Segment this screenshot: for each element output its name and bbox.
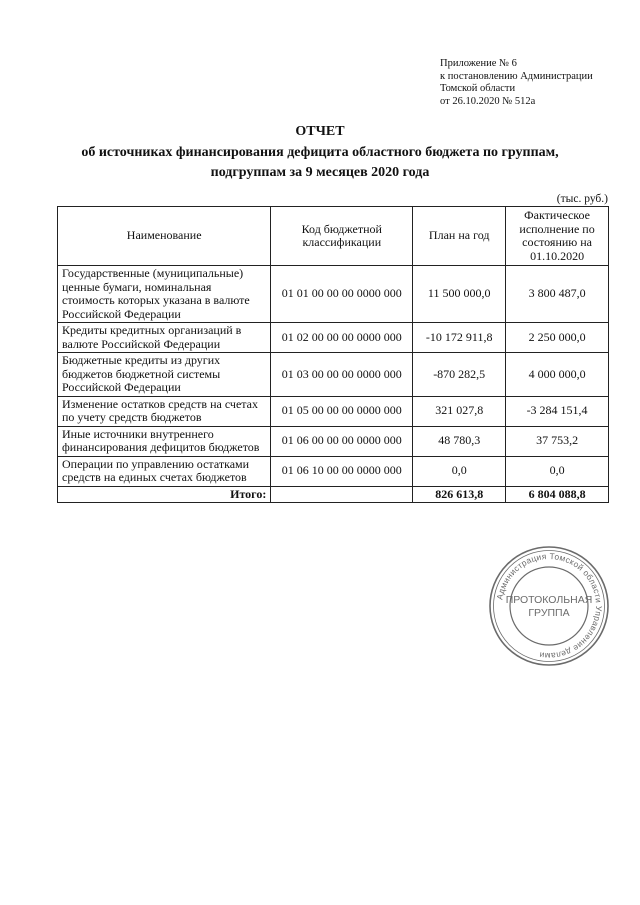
row-code: 01 03 00 00 00 0000 000 (271, 353, 413, 397)
row-actual: -3 284 151,4 (506, 396, 609, 426)
row-actual: 3 800 487,0 (506, 266, 609, 323)
row-code: 01 06 00 00 00 0000 000 (271, 426, 413, 456)
document-subtitle-line2: подгруппам за 9 месяцев 2020 года (210, 165, 430, 180)
row-code: 01 06 10 00 00 0000 000 (271, 456, 413, 486)
row-plan: -10 172 911,8 (413, 323, 506, 353)
row-name: Бюджетные кредиты из других бюджетов бюджетной системы Российской Федерации (58, 353, 271, 397)
document-subtitle-line1: об источниках финансирования дефицита областного бюджета по группам, (81, 145, 559, 160)
stamp-ring-text: Администрация Томской области Управление делами (494, 550, 605, 662)
row-actual: 2 250 000,0 (506, 323, 609, 353)
row-name: Государственные (муниципальные) ценные бумаги, номинальная стоимость которых указана в валюте Российской Федерации (58, 266, 271, 323)
row-name: Операции по управлению остатками средств на единых счетах бюджетов (58, 456, 271, 486)
table-row (58, 426, 609, 456)
row-actual: 4 000 000,0 (506, 353, 609, 397)
header-actual: Фактическое исполнение по состоянию на 01.10.2020 (506, 207, 609, 266)
row-plan: 48 780,3 (413, 426, 506, 456)
table-row (58, 456, 609, 486)
stamp-seal-icon (488, 545, 610, 667)
appendix-line: от 26.10.2020 № 512а (440, 95, 536, 107)
total-row (58, 486, 609, 503)
stamp-center-line2: ГРУППА (528, 607, 570, 619)
row-code: 01 05 00 00 00 0000 000 (271, 396, 413, 426)
row-name: Кредиты кредитных организаций в валюте Российской Федерации (58, 323, 271, 353)
appendix-block (440, 58, 630, 108)
row-code: 01 01 00 00 00 0000 000 (271, 266, 413, 323)
total-label: Итого: (58, 486, 271, 503)
official-stamp (488, 545, 610, 667)
row-plan: 321 027,8 (413, 396, 506, 426)
total-code (271, 486, 413, 503)
table-row (58, 266, 609, 323)
table-row (58, 323, 609, 353)
row-plan: 0,0 (413, 456, 506, 486)
row-actual: 37 753,2 (506, 426, 609, 456)
total-actual: 6 804 088,8 (506, 486, 609, 503)
table-header-row (58, 207, 609, 266)
stamp-center-line1: ПРОТОКОЛЬНАЯ (505, 594, 593, 606)
header-plan: План на год (413, 207, 506, 266)
appendix-line: Томской области (440, 83, 516, 94)
row-name: Изменение остатков средств на счетах по учету средств бюджетов (58, 396, 271, 426)
units-label: (тыс. руб.) (556, 193, 608, 205)
document-title: ОТЧЕТ (295, 124, 345, 139)
row-plan: -870 282,5 (413, 353, 506, 397)
table-row (58, 353, 609, 397)
row-plan: 11 500 000,0 (413, 266, 506, 323)
row-actual: 0,0 (506, 456, 609, 486)
row-name: Иные источники внутреннего финансирования дефицитов бюджетов (58, 426, 271, 456)
report-table (57, 206, 609, 503)
appendix-line: к постановлению Администрации (440, 70, 593, 82)
header-name: Наименование (58, 207, 271, 266)
header-code: Код бюджетной классификации (271, 207, 413, 266)
appendix-line: Приложение № 6 (440, 58, 517, 69)
total-plan: 826 613,8 (413, 486, 506, 503)
row-code: 01 02 00 00 00 0000 000 (271, 323, 413, 353)
table-row (58, 396, 609, 426)
